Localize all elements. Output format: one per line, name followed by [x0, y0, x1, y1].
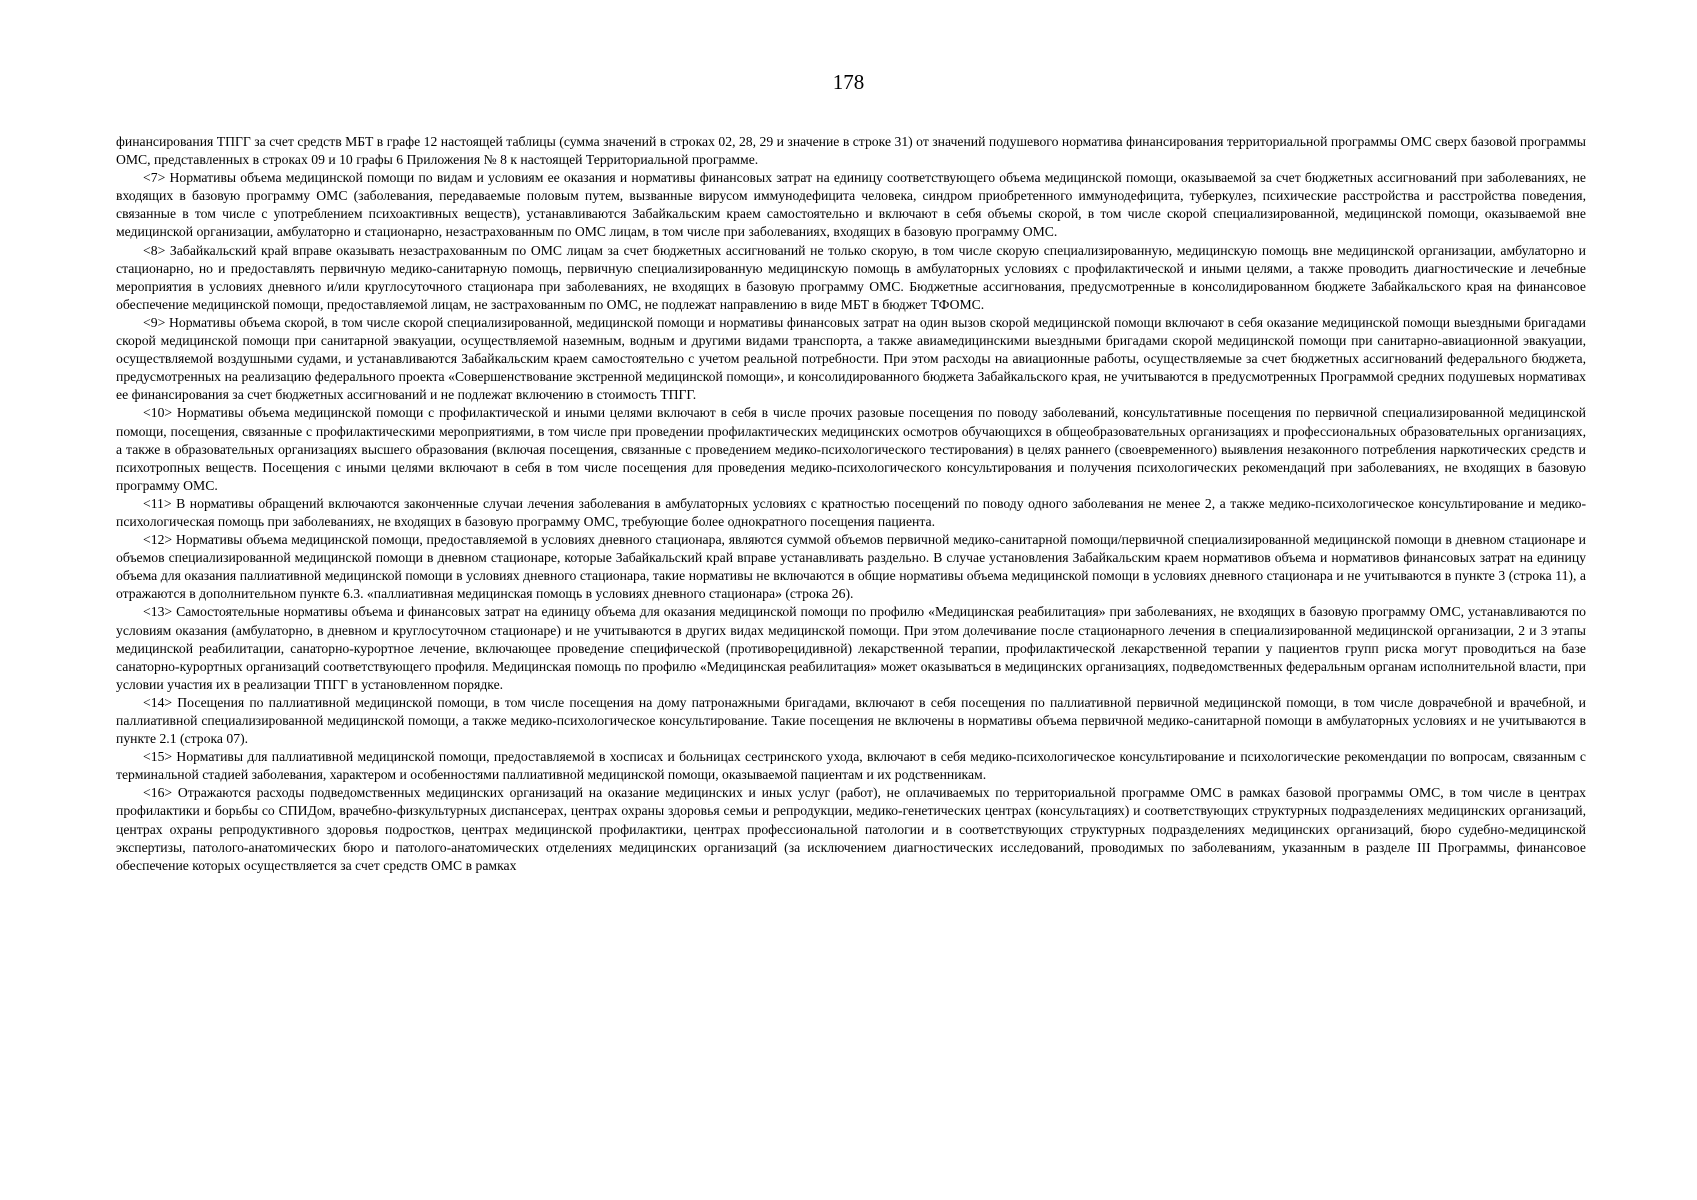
page-number: 178 [832, 70, 865, 94]
footnote-10: <10> Нормативы объема медицинской помощи с профилактической и иными целями включают в себя в числе прочих разовые посещения по поводу заболеваний, консультативные посещения по первичной специализированной медицинской помощи, посещения, связанные с профилактическими мероприятиями, в том числе при проведении профилактических медицинских осмотров обучающихся в общеобразовательных организациях и профессиональных образовательных организациях, а также в образовательных организациях высшего образования (включая посещения, связанные с проведением медико-психологического тестирования) в целях раннего (своевременного) выявления незаконного потребления наркотических средств и психотропных веществ. Посещения с иными целями включают в себя в том числе посещения для проведения медико-психологического консультирования и получения психологических рекомендаций при заболеваниях, не входящих в базовую программу ОМС. [116, 405, 1586, 493]
footnote-15: <15> Нормативы для паллиативной медицинской помощи, предоставляемой в хосписах и больницах сестринского ухода, включают в себя медико-психологическое консультирование и психологические рекомендации по вопросам, связанным с терминальной стадией заболевания, характером и особенностями паллиативной медицинской помощи, оказываемой пациентам и их родственникам. [116, 749, 1586, 783]
footnote-14: <14> Посещения по паллиативной медицинской помощи, в том числе посещения на дому патронажными бригадами, включают в себя посещения по паллиативной первичной медицинской помощи, в том числе доврачебной и врачебной, и паллиативной специализированной медицинской помощи, а также медико-психологическое консультирование. Такие посещения не включены в нормативы объема первичной медико-санитарной помощи в амбулаторных условиях и не учитываются в пункте 2.1 (строка 07). [116, 694, 1586, 747]
document-body [116, 133, 1586, 875]
footnote-9: <9> Нормативы объема скорой, в том числе скорой специализированной, медицинской помощи и нормативы финансовых затрат на один вызов скорой медицинской помощи включают в себя оказание медицинской помощи выездными бригадами скорой медицинской помощи при санитарной эвакуации, осуществляемой наземным, водным и другими видами транспорта, а также авиамедицинскими выездными бригадами скорой медицинской помощи при санитарно-авиационной эвакуации, осуществляемой воздушными судами, и устанавливаются Забайкальским краем самостоятельно с учетом реальной потребности. При этом расходы на авиационные работы, осуществляемые за счет бюджетных ассигнований федерального бюджета, предусмотренных на реализацию федерального проекта «Совершенствование экстренной медицинской помощи», и консолидированного бюджета Забайкальского края, не учитываются в предусмотренных Программой средних подушевых нормативах ее финансирования за счет бюджетных ассигнований и не подлежат включению в стоимость ТПГГ. [116, 314, 1586, 403]
footnote-8: <8> Забайкальский край вправе оказывать незастрахованным по ОМС лицам за счет бюджетных ассигнований не только скорую, в том числе скорую специализированную, медицинскую помощь вне медицинской организации, амбулаторно и стационарно, но и предоставлять первичную медико-санитарную помощь, первичную специализированную медицинскую помощь в амбулаторных условиях с профилактической и иными целями, а также проводить диагностические и лечебные мероприятия в условиях дневного и/или круглосуточного стационара при заболеваниях, не входящих в базовую программу ОМС. Бюджетные ассигнования, предусмотренные в консолидированном бюджете Забайкальского края на финансовое обеспечение медицинской помощи, предоставляемой лицам, не застрахованным по ОМС, не подлежат направлению в виде МБТ в бюджет ТФОМС. [116, 242, 1586, 312]
footnote-16: <16> Отражаются расходы подведомственных медицинских организаций на оказание медицинских и иных услуг (работ), не оплачиваемых по территориальной программе ОМС в рамках базовой программы ОМС, в том числе в центрах профилактики и борьбы со СПИДом, врачебно-физкультурных диспансерах, центрах охраны здоровья семьи и репродукции, медико-генетических центрах (консультациях) и соответствующих структурных подразделениях медицинских организаций, центрах охраны репродуктивного здоровья подростков, центрах медицинской профилактики, центрах профессиональной патологии и в соответствующих структурных подразделениях медицинских организаций, бюро судебно-медицинской экспертизы, патолого-анатомических бюро и патолого-анатомических отделениях медицинских организаций (за исключением диагностических исследований, проводимых по заболеваниям, указанным в разделе III Программы, финансовое обеспечение которых осуществляется за счет средств ОМС в рамках [116, 785, 1586, 873]
footnote-7: <7> Нормативы объема медицинской помощи по видам и условиям ее оказания и нормативы финансовых затрат на единицу соответствующего объема медицинской помощи, оказываемой за счет бюджетных ассигнований при заболеваниях, не входящих в базовую программу ОМС (заболевания, передаваемые половым путем, вызванные вирусом иммунодефицита человека, синдром приобретенного иммунодефицита, туберкулез, психические расстройства и расстройства поведения, связанные в том числе с употреблением психоактивных веществ), устанавливаются Забайкальским краем самостоятельно и включают в себя объемы скорой, в том числе скорой специализированной, медицинской помощи, оказываемой вне медицинской организации, амбулаторно и стационарно, незастрахованным по ОМС лицам, в том числе при заболеваниях, входящих в базовую программу ОМС. [116, 170, 1586, 240]
footnote-13: <13> Самостоятельные нормативы объема и финансовых затрат на единицу объема для оказания медицинской помощи по профилю «Медицинская реабилитация» при заболеваниях, не входящих в базовую программу ОМС, устанавливаются по условиям оказания (амбулаторно, в дневном и круглосуточном стационаре) и не учитываются в других видах медицинской помощи. При этом долечивание после стационарного лечения в специализированной медицинской организации, 2 и 3 этапы медицинской реабилитации, санаторно-курортное лечение, включающее проведение специфической (противорецидивной) лекарственной терапии, профилактической лекарственной терапии у пациентов групп риска могут проводиться на базе санаторно-курортных организаций соответствующего профиля. Медицинская помощь по профилю «Медицинская реабилитация» может оказываться в медицинских организациях, подведомственных федеральным органам исполнительной власти, при условии участия их в реализации ТПГГ в установленном порядке. [116, 604, 1586, 692]
footnote-11: <11> В нормативы обращений включаются законченные случаи лечения заболевания в амбулаторных условиях с кратностью посещений по поводу одного заболевания не менее 2, а также медико-психологическое консультирование и медико-психологическая помощь при заболеваниях, не входящих в базовую программу ОМС, требующие более однократного посещения пациента. [116, 495, 1586, 529]
footnote-12: <12> Нормативы объема медицинской помощи, предоставляемой в условиях дневного стационара, являются суммой объемов первичной медико-санитарной помощи/первичной специализированной медицинской помощи в дневном стационаре и объемов специализированной медицинской помощи в дневном стационаре, которые Забайкальский край вправе устанавливать раздельно. В случае установления Забайкальским краем нормативов объема и нормативов финансовых затрат на единицу объема для оказания паллиативной медицинской помощи в условиях дневного стационара, такие нормативы не включаются в общие нормативы объема медицинской помощи в условиях дневного стационара и не учитываются в пункте 3 (строка 11), а отражаются в дополнительном пункте 6.3. «паллиативная медицинская помощь в условиях дневного стационара» (строка 26). [116, 532, 1586, 602]
paragraph-continuation: финансирования ТПГГ за счет средств МБТ в графе 12 настоящей таблицы (сумма значений в строках 02, 28, 29 и значение в строке 31) от значений подушевого норматива финансирования территориальной программы ОМС сверх базовой программы ОМС, представленных в строках 09 и 10 графы 6 Приложения № 8 к настоящей Территориальной программе. [116, 134, 1586, 168]
